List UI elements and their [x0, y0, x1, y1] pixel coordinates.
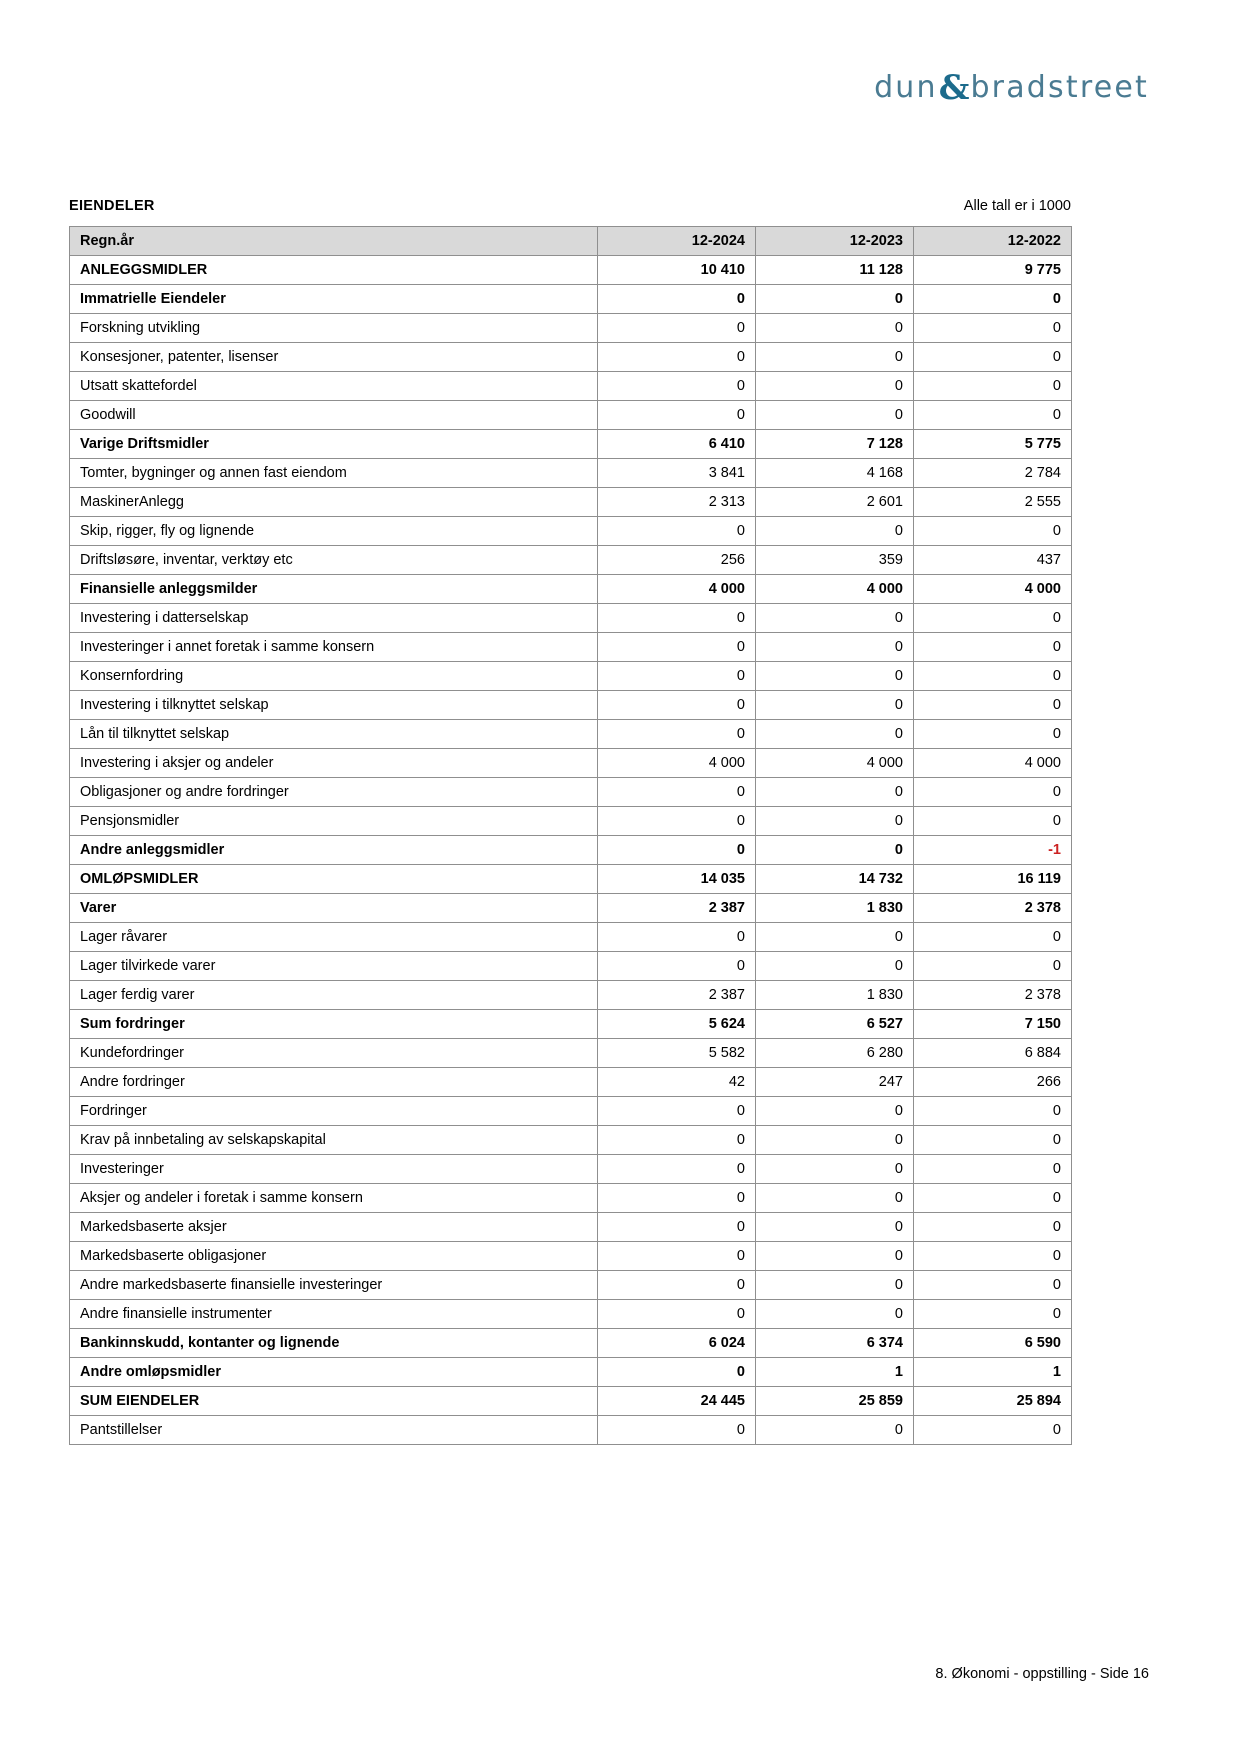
- row-value: 2 555: [914, 488, 1072, 517]
- logo-word-bradstreet: bradstreet: [970, 70, 1149, 105]
- row-value: 0: [756, 807, 914, 836]
- row-value: 0: [598, 401, 756, 430]
- units-note: Alle tall er i 1000: [963, 198, 1071, 214]
- row-value: 0: [598, 314, 756, 343]
- table-row: [70, 604, 1072, 633]
- row-value: 0: [756, 517, 914, 546]
- row-value: 2 313: [598, 488, 756, 517]
- row-value: 0: [598, 952, 756, 981]
- row-value: 0: [914, 778, 1072, 807]
- row-label: Krav på innbetaling av selskapskapital: [70, 1126, 598, 1155]
- row-value: 0: [914, 1126, 1072, 1155]
- row-value: 6 410: [598, 430, 756, 459]
- row-value: 0: [598, 1155, 756, 1184]
- row-value: 0: [598, 1358, 756, 1387]
- row-value: 0: [598, 836, 756, 865]
- row-value: 7 150: [914, 1010, 1072, 1039]
- row-value: 0: [914, 662, 1072, 691]
- row-value: 359: [756, 546, 914, 575]
- row-value: 0: [756, 836, 914, 865]
- row-value: 0: [756, 633, 914, 662]
- row-value: 0: [756, 604, 914, 633]
- page-footer: 8. Økonomi - oppstilling - Side 16: [935, 1666, 1149, 1682]
- row-value: 0: [756, 1126, 914, 1155]
- row-value: 5 624: [598, 1010, 756, 1039]
- row-value: 16 119: [914, 865, 1072, 894]
- row-label: Varer: [70, 894, 598, 923]
- row-label: MaskinerAnlegg: [70, 488, 598, 517]
- row-label: Lager tilvirkede varer: [70, 952, 598, 981]
- row-label: Driftsløsøre, inventar, verktøy etc: [70, 546, 598, 575]
- row-value: 4 000: [598, 749, 756, 778]
- row-label: Andre fordringer: [70, 1068, 598, 1097]
- row-label: Konsernfordring: [70, 662, 598, 691]
- row-label: Investering i aksjer og andeler: [70, 749, 598, 778]
- row-value: 0: [914, 720, 1072, 749]
- table-row: [70, 546, 1072, 575]
- row-label: Tomter, bygninger og annen fast eiendom: [70, 459, 598, 488]
- row-value: 0: [914, 517, 1072, 546]
- row-value: 0: [598, 807, 756, 836]
- row-value: 0: [598, 1097, 756, 1126]
- table-row: [70, 430, 1072, 459]
- table-row: [70, 778, 1072, 807]
- row-value: 0: [914, 691, 1072, 720]
- row-value: 0: [598, 923, 756, 952]
- row-label: Investering i datterselskap: [70, 604, 598, 633]
- row-label: OMLØPSMIDLER: [70, 865, 598, 894]
- table-row: [70, 836, 1072, 865]
- row-label: Andre anleggsmidler: [70, 836, 598, 865]
- row-label: Aksjer og andeler i foretak i samme konsern: [70, 1184, 598, 1213]
- row-value: 0: [598, 372, 756, 401]
- row-value: 0: [914, 401, 1072, 430]
- table-row: [70, 1242, 1072, 1271]
- row-value: 25 894: [914, 1387, 1072, 1416]
- row-value: 0: [598, 1300, 756, 1329]
- row-value: 4 000: [914, 575, 1072, 604]
- row-value: 247: [756, 1068, 914, 1097]
- column-header-label: Regn.år: [70, 227, 598, 256]
- row-label: Utsatt skattefordel: [70, 372, 598, 401]
- row-label: Pantstillelser: [70, 1416, 598, 1445]
- row-label: Investering i tilknyttet selskap: [70, 691, 598, 720]
- dun-bradstreet-logo: [874, 67, 1149, 108]
- row-value: 0: [756, 401, 914, 430]
- table-row: [70, 633, 1072, 662]
- row-value: 4 000: [598, 575, 756, 604]
- row-value: 0: [914, 343, 1072, 372]
- row-value: 7 128: [756, 430, 914, 459]
- row-value: 0: [756, 1097, 914, 1126]
- row-value: 0: [756, 1271, 914, 1300]
- row-value: 0: [598, 1242, 756, 1271]
- table-row: [70, 285, 1072, 314]
- table-row: [70, 401, 1072, 430]
- row-value: 14 732: [756, 865, 914, 894]
- row-value: 0: [598, 343, 756, 372]
- row-value: 0: [598, 1213, 756, 1242]
- row-value: 0: [598, 1126, 756, 1155]
- row-label: Andre omløpsmidler: [70, 1358, 598, 1387]
- table-row: [70, 256, 1072, 285]
- row-value: 0: [598, 720, 756, 749]
- table-row: [70, 1155, 1072, 1184]
- table-row: [70, 314, 1072, 343]
- row-value: 14 035: [598, 865, 756, 894]
- row-value: 0: [756, 285, 914, 314]
- table-row: [70, 865, 1072, 894]
- row-value: 2 387: [598, 894, 756, 923]
- table-row: [70, 1416, 1072, 1445]
- row-value: 0: [914, 1242, 1072, 1271]
- row-label: Lager ferdig varer: [70, 981, 598, 1010]
- row-value: 25 859: [756, 1387, 914, 1416]
- table-row: [70, 1184, 1072, 1213]
- row-value: 1 830: [756, 981, 914, 1010]
- table-row: [70, 517, 1072, 546]
- table-row: [70, 488, 1072, 517]
- column-header-2022: 12-2022: [914, 227, 1072, 256]
- row-value: 266: [914, 1068, 1072, 1097]
- row-label: Sum fordringer: [70, 1010, 598, 1039]
- row-value: 437: [914, 546, 1072, 575]
- row-value: 256: [598, 546, 756, 575]
- table-row: [70, 459, 1072, 488]
- row-value: 0: [756, 720, 914, 749]
- row-label: Andre finansielle instrumenter: [70, 1300, 598, 1329]
- row-value: 4 000: [756, 575, 914, 604]
- table-row: [70, 952, 1072, 981]
- row-value: 3 841: [598, 459, 756, 488]
- table-row: [70, 807, 1072, 836]
- row-value: 0: [914, 923, 1072, 952]
- row-value: 0: [914, 1097, 1072, 1126]
- table-row: [70, 1010, 1072, 1039]
- row-value: 0: [598, 1416, 756, 1445]
- table-row: [70, 923, 1072, 952]
- row-value: 0: [598, 691, 756, 720]
- row-value: 6 024: [598, 1329, 756, 1358]
- table-header-row: [69, 198, 1071, 214]
- row-label: Andre markedsbaserte finansielle investeringer: [70, 1271, 598, 1300]
- row-value: 2 387: [598, 981, 756, 1010]
- row-value: 0: [914, 372, 1072, 401]
- row-value: 0: [756, 691, 914, 720]
- row-value: 1: [914, 1358, 1072, 1387]
- table-row: [70, 343, 1072, 372]
- row-value: 0: [914, 633, 1072, 662]
- row-value: 6 280: [756, 1039, 914, 1068]
- row-value: 24 445: [598, 1387, 756, 1416]
- row-value: 0: [914, 285, 1072, 314]
- row-value: 2 601: [756, 488, 914, 517]
- row-value: 2 378: [914, 981, 1072, 1010]
- row-label: Markedsbaserte aksjer: [70, 1213, 598, 1242]
- row-label: Konsesjoner, patenter, lisenser: [70, 343, 598, 372]
- table-row: [70, 1329, 1072, 1358]
- row-value: 0: [598, 662, 756, 691]
- table-row: [70, 1271, 1072, 1300]
- row-label: Skip, rigger, fly og lignende: [70, 517, 598, 546]
- table-row: [70, 1387, 1072, 1416]
- column-header-2024: 12-2024: [598, 227, 756, 256]
- row-value: 0: [914, 1155, 1072, 1184]
- row-value: 0: [914, 1213, 1072, 1242]
- row-value: 0: [756, 314, 914, 343]
- row-label: SUM EIENDELER: [70, 1387, 598, 1416]
- row-value: 6 590: [914, 1329, 1072, 1358]
- row-label: Varige Driftsmidler: [70, 430, 598, 459]
- table-row: [70, 662, 1072, 691]
- table-body: [70, 256, 1072, 1445]
- table-header-row-cells: [70, 227, 1072, 256]
- row-value: 4 000: [756, 749, 914, 778]
- balance-sheet-table: [69, 226, 1072, 1445]
- row-value: 0: [598, 604, 756, 633]
- row-value: 0: [756, 1184, 914, 1213]
- table-row: [70, 372, 1072, 401]
- row-label: Finansielle anleggsmilder: [70, 575, 598, 604]
- row-value: 0: [598, 1271, 756, 1300]
- row-value: 2 378: [914, 894, 1072, 923]
- logo-ampersand-icon: &: [938, 67, 970, 108]
- row-value: 0: [598, 778, 756, 807]
- row-value: 4 168: [756, 459, 914, 488]
- row-value: 0: [914, 807, 1072, 836]
- row-value: 5 775: [914, 430, 1072, 459]
- row-value: 0: [598, 633, 756, 662]
- row-label: Fordringer: [70, 1097, 598, 1126]
- row-value: 0: [598, 517, 756, 546]
- row-label: Lager råvarer: [70, 923, 598, 952]
- table-row: [70, 1300, 1072, 1329]
- row-value: 0: [756, 1242, 914, 1271]
- column-header-2023: 12-2023: [756, 227, 914, 256]
- row-label: Kundefordringer: [70, 1039, 598, 1068]
- row-label: Investeringer: [70, 1155, 598, 1184]
- row-value: 42: [598, 1068, 756, 1097]
- row-value: 0: [756, 662, 914, 691]
- row-value: -1: [914, 836, 1072, 865]
- row-value: 4 000: [914, 749, 1072, 778]
- row-value: 5 582: [598, 1039, 756, 1068]
- row-value: 0: [914, 1184, 1072, 1213]
- row-label: Forskning utvikling: [70, 314, 598, 343]
- row-value: 0: [756, 343, 914, 372]
- row-value: 0: [756, 1300, 914, 1329]
- row-value: 0: [914, 952, 1072, 981]
- row-value: 11 128: [756, 256, 914, 285]
- row-value: 0: [756, 372, 914, 401]
- row-value: 0: [914, 1416, 1072, 1445]
- row-label: ANLEGGSMIDLER: [70, 256, 598, 285]
- table-row: [70, 1358, 1072, 1387]
- table-row: [70, 1039, 1072, 1068]
- row-label: Lån til tilknyttet selskap: [70, 720, 598, 749]
- row-label: Obligasjoner og andre fordringer: [70, 778, 598, 807]
- row-value: 9 775: [914, 256, 1072, 285]
- row-value: 0: [756, 778, 914, 807]
- table-head: [70, 227, 1072, 256]
- row-value: 0: [914, 314, 1072, 343]
- row-value: 2 784: [914, 459, 1072, 488]
- row-value: 0: [914, 1271, 1072, 1300]
- table-row: [70, 1068, 1072, 1097]
- row-value: 0: [756, 923, 914, 952]
- row-value: 0: [756, 952, 914, 981]
- table-row: [70, 749, 1072, 778]
- row-label: Immatrielle Eiendeler: [70, 285, 598, 314]
- row-value: 0: [914, 1300, 1072, 1329]
- row-value: 0: [756, 1416, 914, 1445]
- row-label: Investeringer i annet foretak i samme konsern: [70, 633, 598, 662]
- row-value: 0: [756, 1155, 914, 1184]
- row-value: 1: [756, 1358, 914, 1387]
- row-label: Markedsbaserte obligasjoner: [70, 1242, 598, 1271]
- table-row: [70, 981, 1072, 1010]
- table-row: [70, 1126, 1072, 1155]
- row-value: 0: [598, 1184, 756, 1213]
- row-value: 0: [914, 604, 1072, 633]
- row-label: Pensjonsmidler: [70, 807, 598, 836]
- table-row: [70, 1097, 1072, 1126]
- row-label: Bankinnskudd, kontanter og lignende: [70, 1329, 598, 1358]
- page-title: EIENDELER: [69, 198, 155, 214]
- row-value: 0: [756, 1213, 914, 1242]
- row-value: 10 410: [598, 256, 756, 285]
- table-row: [70, 691, 1072, 720]
- table-row: [70, 1213, 1072, 1242]
- table-row: [70, 720, 1072, 749]
- table-row: [70, 894, 1072, 923]
- logo-text: [874, 67, 1149, 108]
- row-label: Goodwill: [70, 401, 598, 430]
- logo-word-dun: dun: [874, 70, 938, 105]
- row-value: 6 374: [756, 1329, 914, 1358]
- row-value: 0: [598, 285, 756, 314]
- row-value: 6 527: [756, 1010, 914, 1039]
- table-row: [70, 575, 1072, 604]
- row-value: 1 830: [756, 894, 914, 923]
- row-value: 6 884: [914, 1039, 1072, 1068]
